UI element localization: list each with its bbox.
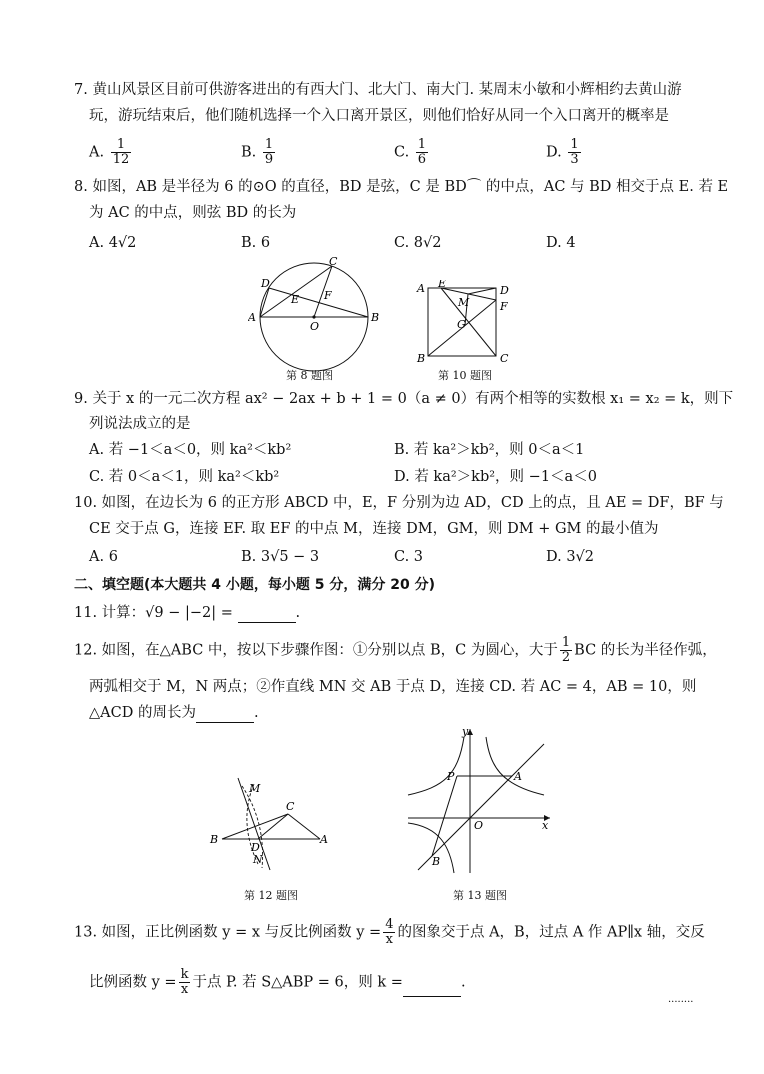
label-e: E (438, 280, 447, 290)
chord-bd (269, 288, 368, 317)
q11-line: 11. 计算：√9 − |−2| = . (74, 605, 301, 621)
continuation-dots: ········ (668, 997, 694, 1008)
figure-10-square (414, 280, 514, 366)
figure-8-caption: 第 8 题图 (286, 369, 333, 382)
answer-blank (403, 982, 461, 997)
q7-option-b: B. $\frac{1}{9}$ (241, 137, 274, 167)
q8-option-c: C. 8√2 (394, 235, 442, 251)
figure-13-caption: 第 13 题图 (453, 889, 507, 902)
label-c: C (286, 800, 295, 813)
q9-option-d: D. 若 ka²＞kb²，则 −1＜a＜0 (394, 469, 597, 485)
label-c: C (329, 255, 338, 268)
line-y-equals-x (418, 744, 544, 870)
label-o: O (474, 819, 484, 832)
q8-option-d: D. 4 (546, 235, 576, 251)
fraction: $\frac{4}{x}$ (385, 917, 394, 947)
q7-option-a: A. $\frac{1}{12}$ (89, 137, 130, 167)
side-ca (288, 814, 320, 839)
fraction: $\frac{1}{2}$ (561, 635, 571, 665)
label-x: x (542, 819, 549, 832)
label-d: D (251, 841, 260, 854)
label-b: B (210, 833, 219, 846)
label-a: A (514, 770, 522, 783)
q10-option-b: B. 3√5 − 3 (241, 549, 320, 565)
q10-line-2: CE 交于点 G，连接 EF. 取 EF 的中点 M，连接 DM，GM，则 DM + GM 的最小值为 (89, 521, 659, 537)
label-f: F (324, 289, 332, 302)
answer-blank (196, 708, 254, 723)
label-f: F (500, 300, 508, 313)
center-point (312, 315, 315, 318)
label-p: P (447, 770, 455, 783)
q13-line-2: 比例函数 y = $\frac{k}{x}$ 于点 P. 若 S△ABP = 6，则 k = . (89, 967, 466, 997)
segment-dm (468, 288, 496, 294)
figure-13-graph (404, 725, 556, 877)
fraction: $\frac{1}{9}$ (264, 137, 274, 167)
q10-line-1: 10. 如图，在边长为 6 的正方形 ABCD 中，E，F 分别为边 AD，CD 上的点，且 AE = DF，BF 与 (74, 495, 724, 511)
fraction: $\frac{k}{x}$ (180, 967, 189, 997)
q9-option-a: A. 若 −1＜a＜0，则 ka²＜kb² (89, 442, 292, 458)
q8-line-2: 为 AC 的中点，则弦 BD 的长为 (89, 205, 297, 221)
q10-option-a: A. 6 (89, 549, 118, 565)
q8-option-a: A. 4√2 (89, 235, 137, 251)
curve-4-over-x-q3 (408, 823, 454, 873)
label-a: A (417, 282, 425, 295)
curve-k-over-x-q2 (408, 737, 464, 795)
answer-blank (238, 608, 296, 623)
q7-line-2: 玩，游玩结束后，他们随机选择一个入口离开景区，则他们恰好从同一个入口离开的概率是 (89, 108, 669, 124)
q10-option-d: D. 3√2 (546, 549, 595, 565)
label-d: D (261, 277, 270, 290)
fraction: $\frac{1}{3}$ (570, 137, 579, 167)
q10-option-c: C. 3 (394, 549, 424, 565)
q7-option-d: D. $\frac{1}{3}$ (546, 137, 579, 167)
curve-4-over-x-q1 (486, 737, 544, 795)
figure-12-triangle (208, 772, 338, 872)
q12-line-1: 12. 如图，在△ABC 中，按以下步骤作图：①分别以点 B，C 为圆心，大于 $\frac{1}{2}$ BC 的长为半径作弧， (74, 635, 717, 665)
label-m: M (249, 782, 261, 795)
label-b: B (417, 352, 426, 365)
label-c: C (500, 352, 509, 365)
label-b: B (371, 311, 380, 324)
q12-line-2: 两弧相交于 M，N 两点；②作直线 MN 交 AB 于点 D，连接 CD. 若 AC = 4，AB = 10，则 (89, 679, 697, 695)
figure-10-caption: 第 10 题图 (438, 369, 492, 382)
q7-option-c: C. $\frac{1}{6}$ (394, 137, 427, 167)
label-n: N (253, 853, 263, 866)
segment-ac (260, 266, 332, 317)
q13-line-1: 13. 如图，正比例函数 y = x 与反比例函数 y = $\frac{4}{x}$ 的图象交于点 A，B，过点 A 作 AP∥x 轴，交反 (74, 917, 705, 947)
segment-ad (260, 288, 269, 317)
q9-option-b: B. 若 ka²＞kb²，则 0＜a＜1 (394, 442, 585, 458)
q12-line-3: △ACD 的周长为 . (89, 705, 259, 721)
q7-line-1: 7. 黄山风景区目前可供游客进出的有西大门、北大门、南大门. 某周末小敏和小辉相约去黄山游 (74, 82, 682, 98)
q8-line-1: 8. 如图，AB 是半径为 6 的⊙O 的直径，BD 是弦，C 是 BD⌒ 的中点，AC 与 BD 相交于点 E. 若 E (74, 179, 729, 195)
label-d: D (500, 284, 509, 297)
fraction: $\frac{1}{6}$ (417, 137, 427, 167)
label-g: G (457, 318, 466, 331)
label-y: y (462, 725, 469, 738)
label-o: O (310, 320, 320, 333)
section-heading: 二、填空题(本大题共 4 小题，每小题 5 分，满分 20 分) (74, 577, 436, 593)
segment-cd (258, 814, 288, 839)
label-m: M (458, 296, 470, 309)
label-e: E (291, 293, 300, 306)
label-a: A (320, 833, 328, 846)
q9-line-2: 列说法成立的是 (89, 416, 191, 432)
q8-option-b: B. 6 (241, 235, 271, 251)
q9-line-1: 9. 关于 x 的一元二次方程 ax² − 2ax + b + 1 = 0（a ≠ 0）有两个相等的实数根 x₁ = x₂ = k，则下 (74, 391, 734, 407)
figure-12-caption: 第 12 题图 (244, 889, 298, 902)
fraction: $\frac{1}{12}$ (112, 137, 130, 167)
label-a: A (248, 311, 256, 324)
q9-option-c: C. 若 0＜a＜1，则 ka²＜kb² (89, 469, 280, 485)
label-b: B (432, 855, 441, 868)
